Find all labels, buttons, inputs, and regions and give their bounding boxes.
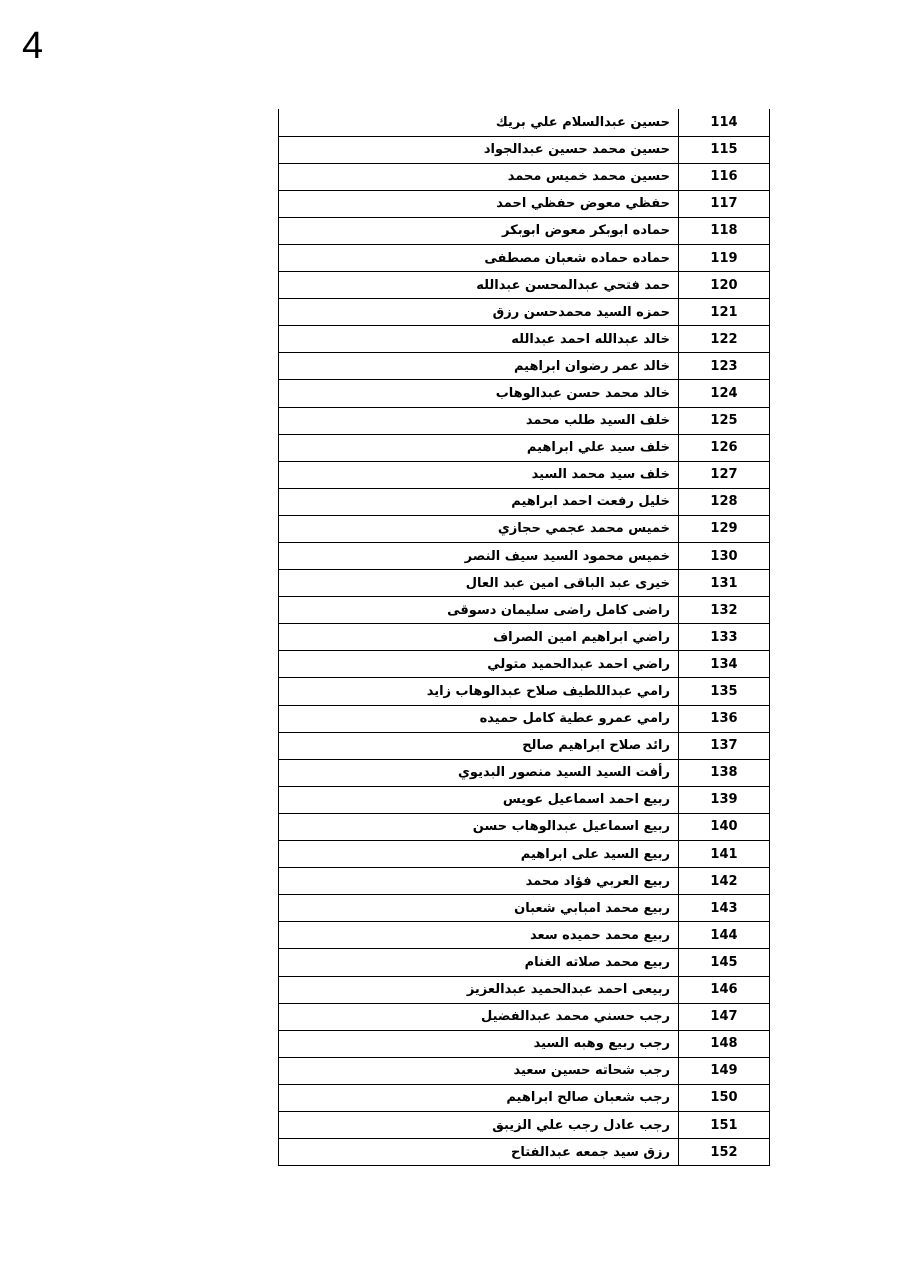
row-number: 149 bbox=[679, 1057, 770, 1084]
table-row bbox=[279, 1057, 770, 1084]
row-name: ربيعى احمد عبدالحميد عبدالعزيز bbox=[279, 976, 679, 1003]
row-number: 136 bbox=[679, 705, 770, 732]
row-name: خالد عبدالله احمد عبدالله bbox=[279, 326, 679, 353]
row-number: 134 bbox=[679, 651, 770, 678]
table-row bbox=[279, 1139, 770, 1166]
table-row bbox=[279, 326, 770, 353]
row-number: 151 bbox=[679, 1111, 770, 1138]
row-number: 114 bbox=[679, 109, 770, 136]
row-name: خلف سيد محمد السيد bbox=[279, 461, 679, 488]
row-name: ربيع السيد على ابراهيم bbox=[279, 841, 679, 868]
table-row bbox=[279, 1030, 770, 1057]
table-row bbox=[279, 705, 770, 732]
row-number: 128 bbox=[679, 488, 770, 515]
row-name: خليل رفعت احمد ابراهيم bbox=[279, 488, 679, 515]
row-name: رزق سيد جمعه عبدالفتاح bbox=[279, 1139, 679, 1166]
row-name: رامي عبداللطيف صلاح عبدالوهاب زايد bbox=[279, 678, 679, 705]
row-name: راضي احمد عبدالحميد متولي bbox=[279, 651, 679, 678]
row-number: 118 bbox=[679, 217, 770, 244]
row-name: حمزه السيد محمدحسن رزق bbox=[279, 299, 679, 326]
row-number: 127 bbox=[679, 461, 770, 488]
row-number: 139 bbox=[679, 786, 770, 813]
table-row bbox=[279, 651, 770, 678]
row-number: 121 bbox=[679, 299, 770, 326]
row-name: خالد عمر رضوان ابراهيم bbox=[279, 353, 679, 380]
row-number: 131 bbox=[679, 570, 770, 597]
row-name: راضى كامل راضى سليمان دسوقى bbox=[279, 597, 679, 624]
row-number: 152 bbox=[679, 1139, 770, 1166]
table-row bbox=[279, 922, 770, 949]
table-row bbox=[279, 624, 770, 651]
page-number: 4 bbox=[22, 25, 44, 67]
row-name: خلف سيد علي ابراهيم bbox=[279, 434, 679, 461]
row-number: 140 bbox=[679, 813, 770, 840]
table-row bbox=[279, 841, 770, 868]
row-name: خميس محمود السيد سيف النصر bbox=[279, 543, 679, 570]
row-number: 135 bbox=[679, 678, 770, 705]
row-name: ربيع محمد امبابي شعبان bbox=[279, 895, 679, 922]
table-row bbox=[279, 353, 770, 380]
row-number: 148 bbox=[679, 1030, 770, 1057]
row-name: رجب شعبان صالح ابراهيم bbox=[279, 1084, 679, 1111]
table-row bbox=[279, 1084, 770, 1111]
table-row bbox=[279, 461, 770, 488]
row-number: 142 bbox=[679, 868, 770, 895]
table-row bbox=[279, 1111, 770, 1138]
row-number: 133 bbox=[679, 624, 770, 651]
row-number: 132 bbox=[679, 597, 770, 624]
row-number: 123 bbox=[679, 353, 770, 380]
row-name: حسين محمد حسين عبدالجواد bbox=[279, 136, 679, 163]
row-number: 150 bbox=[679, 1084, 770, 1111]
table-row bbox=[279, 949, 770, 976]
table-row bbox=[279, 190, 770, 217]
table-row bbox=[279, 759, 770, 786]
row-name: حسين محمد خميس محمد bbox=[279, 163, 679, 190]
row-name: حماده حماده شعبان مصطفى bbox=[279, 244, 679, 271]
table-row bbox=[279, 488, 770, 515]
table-row bbox=[279, 895, 770, 922]
row-number: 143 bbox=[679, 895, 770, 922]
row-number: 130 bbox=[679, 543, 770, 570]
table-row bbox=[279, 217, 770, 244]
table-row bbox=[279, 299, 770, 326]
row-name: خالد محمد حسن عبدالوهاب bbox=[279, 380, 679, 407]
table-row bbox=[279, 244, 770, 271]
table-row bbox=[279, 1003, 770, 1030]
table-row bbox=[279, 543, 770, 570]
table-row bbox=[279, 380, 770, 407]
row-number: 125 bbox=[679, 407, 770, 434]
row-name: ربيع اسماعيل عبدالوهاب حسن bbox=[279, 813, 679, 840]
row-name: حماده ابوبكر معوض ابوبكر bbox=[279, 217, 679, 244]
table-row bbox=[279, 515, 770, 542]
row-number: 116 bbox=[679, 163, 770, 190]
table-row bbox=[279, 163, 770, 190]
row-number: 146 bbox=[679, 976, 770, 1003]
row-number: 126 bbox=[679, 434, 770, 461]
row-name: رأفت السيد السيد منصور البديوي bbox=[279, 759, 679, 786]
table-row bbox=[279, 868, 770, 895]
row-name: ربيع محمد صلاته الغنام bbox=[279, 949, 679, 976]
table-row bbox=[279, 976, 770, 1003]
table-row bbox=[279, 678, 770, 705]
row-name: حسين عبدالسلام علي بريك bbox=[279, 109, 679, 136]
table-row bbox=[279, 434, 770, 461]
row-number: 145 bbox=[679, 949, 770, 976]
table-row bbox=[279, 570, 770, 597]
row-name: ربيع العربي فؤاد محمد bbox=[279, 868, 679, 895]
row-name: حمد فتحي عبدالمحسن عبدالله bbox=[279, 272, 679, 299]
row-name: خميس محمد عجمي حجازي bbox=[279, 515, 679, 542]
row-number: 129 bbox=[679, 515, 770, 542]
row-name: ربيع احمد اسماعيل عويس bbox=[279, 786, 679, 813]
row-number: 137 bbox=[679, 732, 770, 759]
table-row bbox=[279, 136, 770, 163]
table-row bbox=[279, 732, 770, 759]
row-number: 147 bbox=[679, 1003, 770, 1030]
row-number: 115 bbox=[679, 136, 770, 163]
row-name: رجب شحاته حسين سعيد bbox=[279, 1057, 679, 1084]
row-name: رائد صلاح ابراهيم صالح bbox=[279, 732, 679, 759]
row-number: 117 bbox=[679, 190, 770, 217]
names-table bbox=[278, 109, 770, 1166]
row-name: خيرى عبد الباقى امين عبد العال bbox=[279, 570, 679, 597]
row-name: ربيع محمد حميده سعد bbox=[279, 922, 679, 949]
table-row bbox=[279, 813, 770, 840]
row-number: 120 bbox=[679, 272, 770, 299]
table-row bbox=[279, 272, 770, 299]
table-row bbox=[279, 109, 770, 136]
table-row bbox=[279, 407, 770, 434]
table-row bbox=[279, 786, 770, 813]
row-number: 141 bbox=[679, 841, 770, 868]
row-number: 144 bbox=[679, 922, 770, 949]
row-name: راضي ابراهيم امين الصراف bbox=[279, 624, 679, 651]
row-name: رامي عمرو عطية كامل حميده bbox=[279, 705, 679, 732]
row-name: حفظي معوض حفظي احمد bbox=[279, 190, 679, 217]
row-number: 122 bbox=[679, 326, 770, 353]
row-number: 124 bbox=[679, 380, 770, 407]
row-name: رجب عادل رجب علي الزيبق bbox=[279, 1111, 679, 1138]
row-name: خلف السيد طلب محمد bbox=[279, 407, 679, 434]
row-name: رجب حسني محمد عبدالفضيل bbox=[279, 1003, 679, 1030]
table-row bbox=[279, 597, 770, 624]
row-number: 119 bbox=[679, 244, 770, 271]
row-number: 138 bbox=[679, 759, 770, 786]
row-name: رجب ربيع وهبه السيد bbox=[279, 1030, 679, 1057]
table-body bbox=[279, 109, 770, 1166]
